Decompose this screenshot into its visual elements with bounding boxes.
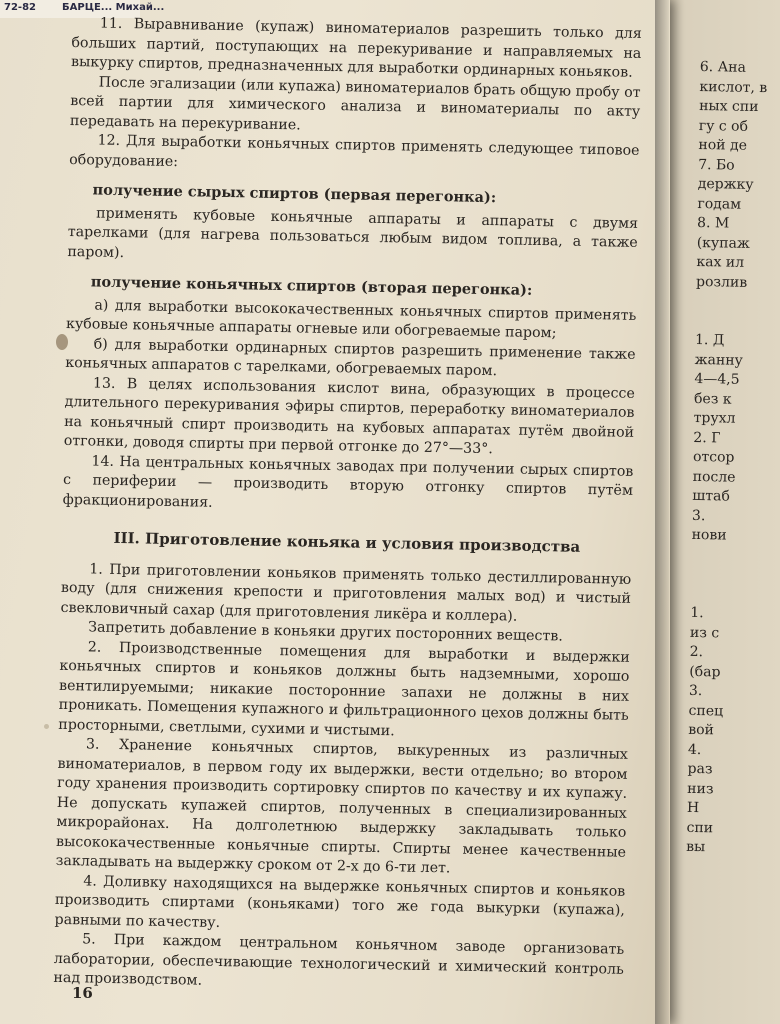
header-strip-left: 72-82: [4, 2, 36, 13]
right-page-line: раз: [687, 760, 713, 778]
right-page-line: 6. Ана: [699, 58, 747, 76]
document-text: [53, 14, 642, 999]
right-page-line: низ: [687, 780, 714, 797]
subheading-second-distillation: получение коньячных спиртов (вторая перегонка):: [90, 273, 533, 299]
right-page-line: Н: [686, 799, 700, 817]
right-page-text-column: [686, 58, 780, 859]
page-number: 16: [72, 984, 93, 1002]
right-page-line: гу с об: [698, 117, 749, 135]
right-page-line: розлив: [695, 273, 748, 291]
right-page-line: 2.: [689, 643, 704, 661]
section-paragraph-2: 2. Производственные помещения для выработки и выдержки коньячных спиртов и коньяков должны быть надземными, хорошо вентилируемыми; никакие посторонние запахи не должны в них проникать. Помещения купажного и фильтрационного цехов должны быть просторными, светлыми, сухими и чистыми.: [58, 638, 630, 739]
right-page-line: отсор: [692, 448, 735, 466]
right-page-line: трухл: [693, 409, 736, 427]
paragraph-second-distillation-a: а) для выработки высококачественных коньячных спиртов применять кубовые коньячные аппараты огневые или обогреваемые паром;: [65, 296, 637, 342]
book-gutter: [655, 0, 669, 1024]
right-page-line: вой: [688, 721, 715, 739]
paragraph-11-continued: После эгализации (или купажа) виноматериалов брать общую пробу от всей партии для химического анализа и виноматериалы по акту передавать на перекуривание.: [69, 74, 641, 133]
right-page-line: из с: [689, 624, 720, 641]
paragraph-second-distillation-b: б) для выработки ординарных спиртов разрешить применение также коньячных аппаратов с тарелками, обогреваемых паром.: [65, 335, 636, 380]
right-page-line: (купаж: [696, 234, 750, 252]
ink-stain: [44, 724, 49, 729]
right-page-line: [691, 565, 771, 586]
right-page-line: кислот, в: [699, 78, 768, 96]
right-page-line: годам: [697, 195, 742, 213]
subheading-first-distillation: получение сырых спиртов (первая перегонка):: [92, 181, 497, 207]
right-page-line: 3.: [691, 507, 706, 524]
right-page-line: ной де: [698, 136, 748, 154]
right-page-line: держку: [697, 175, 754, 193]
section-paragraph-5: 5. При каждом центральном коньячном заводе организовать лаборатории, обеспечивающие технологический и химический контроль над производством.: [53, 931, 625, 989]
paragraph-12: 12. Для выработки коньячных спиртов применять следующее типовое оборудование:: [69, 132, 640, 170]
right-page-line: 3.: [688, 682, 703, 700]
right-page-line: ных спи: [699, 97, 759, 116]
header-strip-right: БАРЦЕ... Михай...: [62, 2, 165, 13]
right-page-line: 7. Бо: [698, 156, 735, 174]
right-page-line: ках ил: [696, 253, 745, 271]
right-page-line: спи: [686, 819, 714, 836]
right-page-line: после: [692, 468, 736, 486]
right-page-line: 4—4,5: [694, 370, 740, 388]
right-page-line: [691, 545, 771, 566]
section-paragraph-4: 4. Доливку находящихся на выдержке коньячных спиртов и коньяков производить спиртами (коньяками) того же года выкурки (купажа), равными по качеству.: [54, 872, 626, 931]
section-title: III. Приготовление коньяка и условия производства: [113, 528, 581, 556]
section-paragraph-1b: Запретить добавление в коньяки других посторонних веществ.: [88, 619, 563, 645]
right-page-line: 4.: [687, 741, 702, 758]
right-page-line: нови: [691, 526, 727, 544]
paragraph-13: 13. В целях использования кислот вина, образующих в процессе длительного перекуривания эфиры спиртов, переработку виноматериалов на коньячный спирт производить на кубовых аппаратах путём двойной отгонки, доводя спирты при первой отгонке до 27°—33°.: [63, 374, 635, 458]
right-page-line: 2. Г: [693, 429, 721, 446]
right-page-line: [695, 311, 775, 332]
right-page-line: (бар: [689, 663, 721, 680]
right-page-line: 1.: [690, 604, 704, 622]
right-page-line: 8. М: [696, 214, 730, 232]
right-page-line: штаб: [692, 487, 731, 505]
right-page-line: 1. Д: [694, 331, 725, 349]
right-page-line: без к: [693, 390, 732, 408]
paragraph-14: 14. На центральных коньячных заводах при получении сырых спиртов с периферии — производить вторую отгонку спиртов путём фракционирования.: [62, 452, 634, 511]
right-page-line: [690, 584, 770, 605]
right-page-line: вы: [686, 838, 706, 856]
right-page-line: [696, 292, 776, 313]
paragraph-11: 11. Выравнивание (купаж) виноматериалов разрешить только для больших партий, поступающих на перекуривание и направляемых на выкурку спиртов, предназначенных для выработки ординарных коньяков.: [70, 15, 642, 81]
paragraph-first-distillation: применять кубовые коньячные аппараты и аппараты с двумя тарелками (для нагрева пользоваться любым видом топлива, а также паром).: [67, 205, 639, 261]
right-page-line: жанну: [694, 351, 743, 369]
section-paragraph-3: 3. Хранение коньячных спиртов, выкуренных из различных виноматериалов, в первом году их выдержки, вести отдельно; во втором году хранения производить сортировку спиртов по качеству и их купажу. Не допускать купажей спиртов, полученных в специализированных микрорайонах. На долголетнюю выдержку закладывать только высококачественные коньячные спирты. Спирты менее качественные закладывать на выдержку сроком от 2-х до 6-ти лет.: [55, 736, 629, 877]
section-paragraph-1: 1. При приготовлении коньяков применять только дестиллированную воду (для снижения крепости и приготовления малых вод) и чистый свекловичный сахар (для приготовления ликёра и коллера).: [60, 560, 632, 625]
right-page-line: спец: [688, 702, 724, 720]
